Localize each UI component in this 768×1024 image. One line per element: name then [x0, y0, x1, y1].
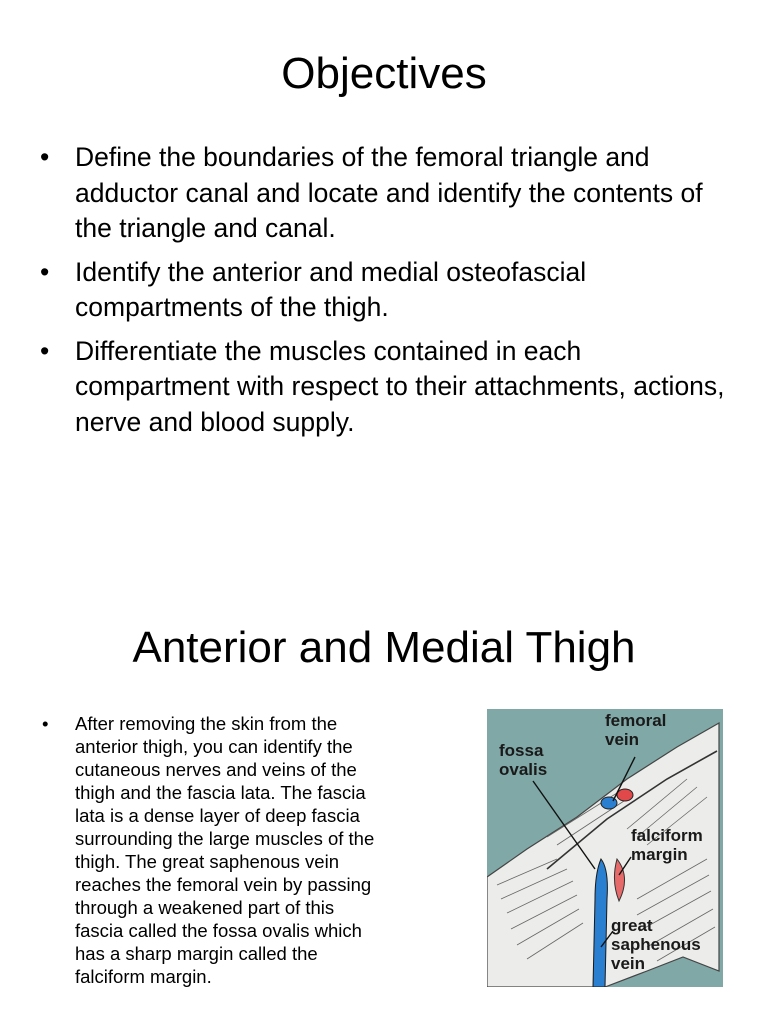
thigh-anatomy-figure — [487, 709, 723, 987]
bullet-icon: • — [40, 335, 50, 366]
slide-title-anterior-medial-thigh: Anterior and Medial Thigh — [132, 623, 636, 672]
bullet-text: Identify the anterior and medial osteofascial compartments of the thigh. — [75, 256, 587, 322]
slide-title-objectives: Objectives — [281, 49, 487, 98]
label-femoral-vein: femoral vein — [605, 711, 667, 749]
bullet-icon: • — [40, 256, 50, 287]
label-great-saphenous-vein: great saphenous vein — [611, 916, 701, 973]
label-falciform-margin: falciform margin — [631, 826, 703, 864]
bullet-icon: • — [40, 142, 50, 172]
bullet-text: Define the boundaries of the femoral triangle and adductor canal and locate and identify the contents of the triangle and canal. — [75, 142, 703, 243]
thigh-description-list — [42, 712, 382, 988]
list-item — [38, 255, 738, 326]
label-fossa-ovalis: fossa ovalis — [499, 741, 548, 779]
bullet-text: After removing the skin from the anterior thigh, you can identify the cutaneous nerves and veins of the thigh and the fascia lata. The fascia lata is a dense layer of deep fascia surrounding the large muscles of the thigh. The great saphenous vein reaches the femoral vein by passing through a weakened part of this fascia called the fossa ovalis which has a sharp margin called the falciform margin. — [75, 713, 375, 987]
objectives-list — [38, 140, 738, 448]
femoral-artery-opening — [617, 789, 633, 801]
bullet-text: Differentiate the muscles contained in each compartment with respect to their attachments, actions, nerve and blood supply. — [75, 335, 725, 437]
bullet-icon: • — [42, 713, 49, 734]
list-item — [38, 334, 738, 441]
list-item — [38, 140, 738, 247]
list-item — [42, 712, 382, 988]
